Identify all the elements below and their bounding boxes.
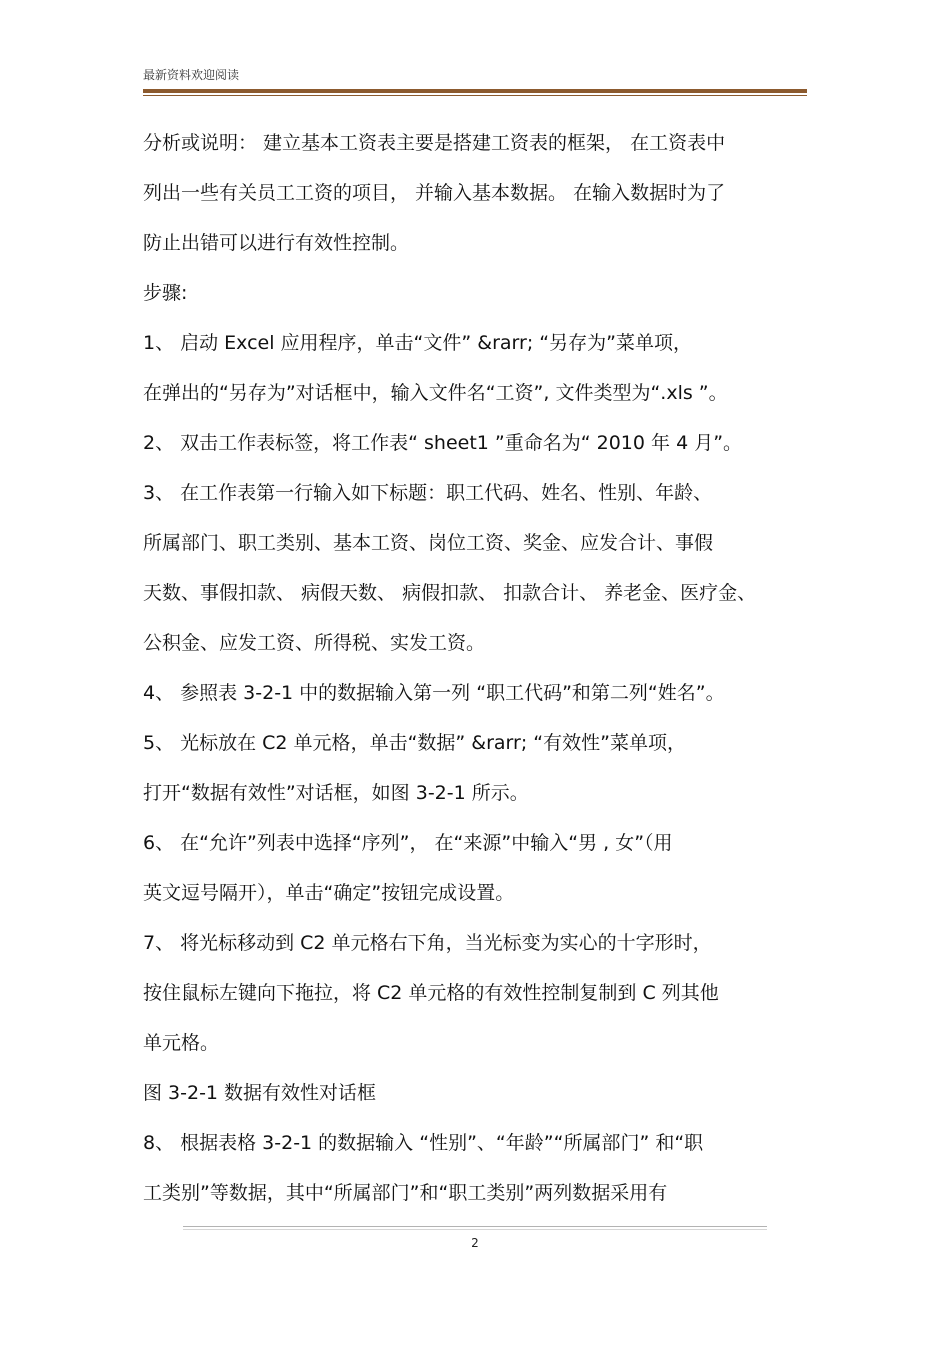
text-line: 8、 根据表格 3-2-1 的数据输入 “性别”、“年龄”“所属部门” 和“职 bbox=[143, 1132, 704, 1154]
document-body bbox=[143, 118, 813, 1218]
text-line: 列出一些有关员工工资的项目， 并输入基本数据。 在输入数据时为了 bbox=[143, 182, 726, 204]
text-line: 在弹出的“另存为”对话框中，输入文件名“工资”, 文件类型为“.xls ”。 bbox=[143, 382, 728, 404]
text-line: 单元格。 bbox=[143, 1032, 220, 1054]
text-line: 按住鼠标左键向下拖拉，将 C2 单元格的有效性控制复制到 C 列其他 bbox=[143, 982, 719, 1004]
text-line: 5、 光标放在 C2 单元格，单击“数据” &rarr; “有效性”菜单项， bbox=[143, 732, 686, 754]
text-line: 6、 在“允许”列表中选择“序列”， 在“来源”中输入“男 , 女”（用 bbox=[143, 832, 673, 854]
text-line: 分析或说明： 建立基本工资表主要是搭建工资表的框架， 在工资表中 bbox=[143, 132, 726, 154]
text-line: 3、 在工作表第一行输入如下标题：职工代码、姓名、性别、年龄、 bbox=[143, 482, 713, 504]
text-line: 工类别”等数据，其中“所属部门”和“职工类别”两列数据采用有 bbox=[143, 1182, 668, 1204]
text-line: 2、 双击工作表标签，将工作表“ sheet1 ”重命名为“ 2010 年 4 月”。 bbox=[143, 432, 743, 454]
header-divider-thin bbox=[143, 95, 807, 96]
text-line: 所属部门、职工类别、基本工资、岗位工资、奖金、应发合计、事假 bbox=[143, 532, 714, 554]
text-line: 1、 启动 Excel 应用程序，单击“文件” &rarr; “另存为”菜单项， bbox=[143, 332, 692, 354]
text-line: 公积金、应发工资、所得税、实发工资。 bbox=[143, 632, 486, 654]
text-line: 4、 参照表 3-2-1 中的数据输入第一列 “职工代码”和第二列“姓名”。 bbox=[143, 682, 725, 704]
text-line: 步骤: bbox=[143, 282, 188, 304]
text-line: 英文逗号隔开），单击“确定”按钮完成设置。 bbox=[143, 882, 515, 904]
text-line: 天数、事假扣款、 病假天数、 病假扣款、 扣款合计、 养老金、医疗金、 bbox=[143, 582, 757, 604]
text-line: 7、 将光标移动到 C2 单元格右下角，当光标变为实心的十字形时， bbox=[143, 932, 712, 954]
text-line: 打开“数据有效性”对话框，如图 3-2-1 所示。 bbox=[143, 782, 529, 804]
footer-divider bbox=[183, 1226, 767, 1227]
figure-caption: 图 3-2-1 数据有效性对话框 bbox=[143, 1082, 377, 1104]
page-number: 2 bbox=[471, 1236, 479, 1250]
header-divider bbox=[143, 89, 807, 93]
footer-divider-shadow bbox=[183, 1229, 767, 1230]
text-line: 防止出错可以进行有效性控制。 bbox=[143, 232, 410, 254]
running-header: 最新资料欢迎阅读 bbox=[143, 68, 240, 82]
